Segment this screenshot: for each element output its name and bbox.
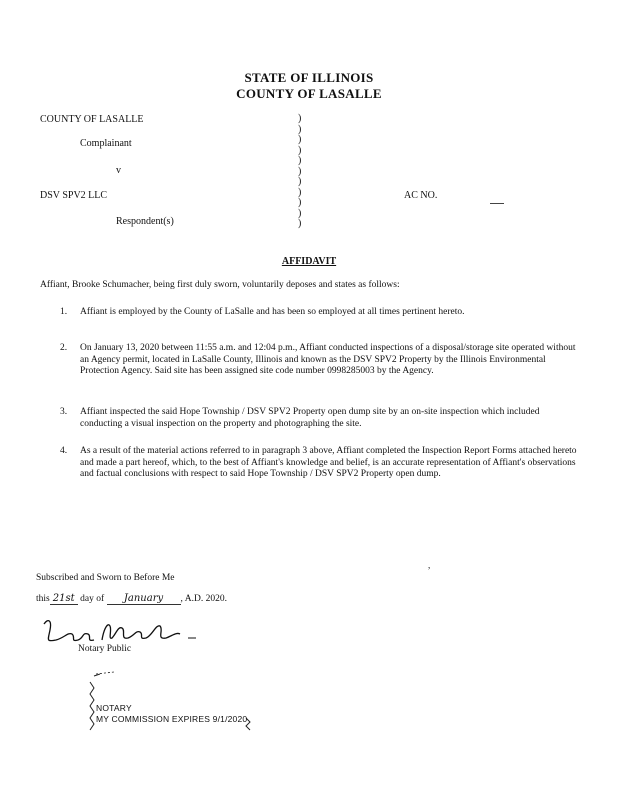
paragraph-number: 2. [60,343,68,353]
complainant-role: Complainant [80,138,132,149]
county-heading: COUNTY OF LASALLE [236,86,382,101]
affidavit-heading: AFFIDAVIT [281,256,337,267]
paren: ) [298,197,302,208]
paren: ) [298,134,302,145]
affidavit-intro: Affiant, Brooke Schumacher, being first duly sworn, voluntarily deposes and states as follows: [40,280,400,290]
respondent-role: Respondent(s) [116,216,174,227]
day-of-label: day of [80,594,105,604]
paragraph-number: 3. [60,407,68,417]
paren: ) [298,155,302,166]
stamp-notary: NOTARY [96,703,132,713]
paren: ) [298,165,302,177]
paren: ) [298,113,302,124]
respondent-name: DSV SPV2 LLC [40,190,108,201]
month-value: January [107,593,181,605]
paragraph-number: 4. [60,446,68,456]
this-label: this [36,594,50,604]
paren: ) [298,176,302,187]
ac-number-underline [490,203,504,204]
ac-number-label: AC NO. [404,190,438,201]
paragraph-text: As a result of the material actions referred to in paragraph 3 above, Affiant completed the Inspection Report Forms attached hereto and made a part hereof, which, to the best of Affiant's knowledge and belief, is an accurate representation of Affiant's observations and factual conclusions with respect to said Hope Township / DSV SPV2 Property open dump. [80,446,577,479]
complainant-name: COUNTY OF LASALLE [40,114,144,125]
state-heading: STATE OF ILLINOIS [244,70,374,85]
paragraph-text: On January 13, 2020 between 11:55 a.m. and 12:04 p.m., Affiant conducted inspections of a disposal/storage site operated without an Agency permit, located in LaSalle County, Illinois and known as the DSV SPV2 Property by the Illinois Environmental Protection Agency. Said site has been assigned site code number 0998285003 by the Agency. [80,343,576,376]
subscribed-line: Subscribed and Sworn to Before Me [36,573,175,583]
paragraph-text: Affiant inspected the said Hope Township / DSV SPV2 Property open dump site by an on-site inspection which included conducting a visual inspection on the property and photographing the site. [80,407,540,429]
paragraph-text: Affiant is employed by the County of LaSalle and has been so employed at all times pertinent hereto. [80,307,465,317]
paragraph-number: 1. [60,307,68,317]
paren: ) [298,207,302,219]
notary-public-label: Notary Public [78,644,132,654]
stamp-commission: MY COMMISSION EXPIRES 9/1/2020 [96,714,248,724]
paren: ) [298,186,302,198]
paren: ) [298,144,302,156]
stray-mark: , [428,560,431,570]
paren: ) [298,218,302,229]
paren: ) [298,123,302,135]
day-value: 21st [50,593,78,605]
jurat-date-line [36,593,227,605]
versus-label: v [116,165,121,176]
caption-paren-column [298,114,301,230]
ad-year: , A.D. 2020. [180,594,227,604]
